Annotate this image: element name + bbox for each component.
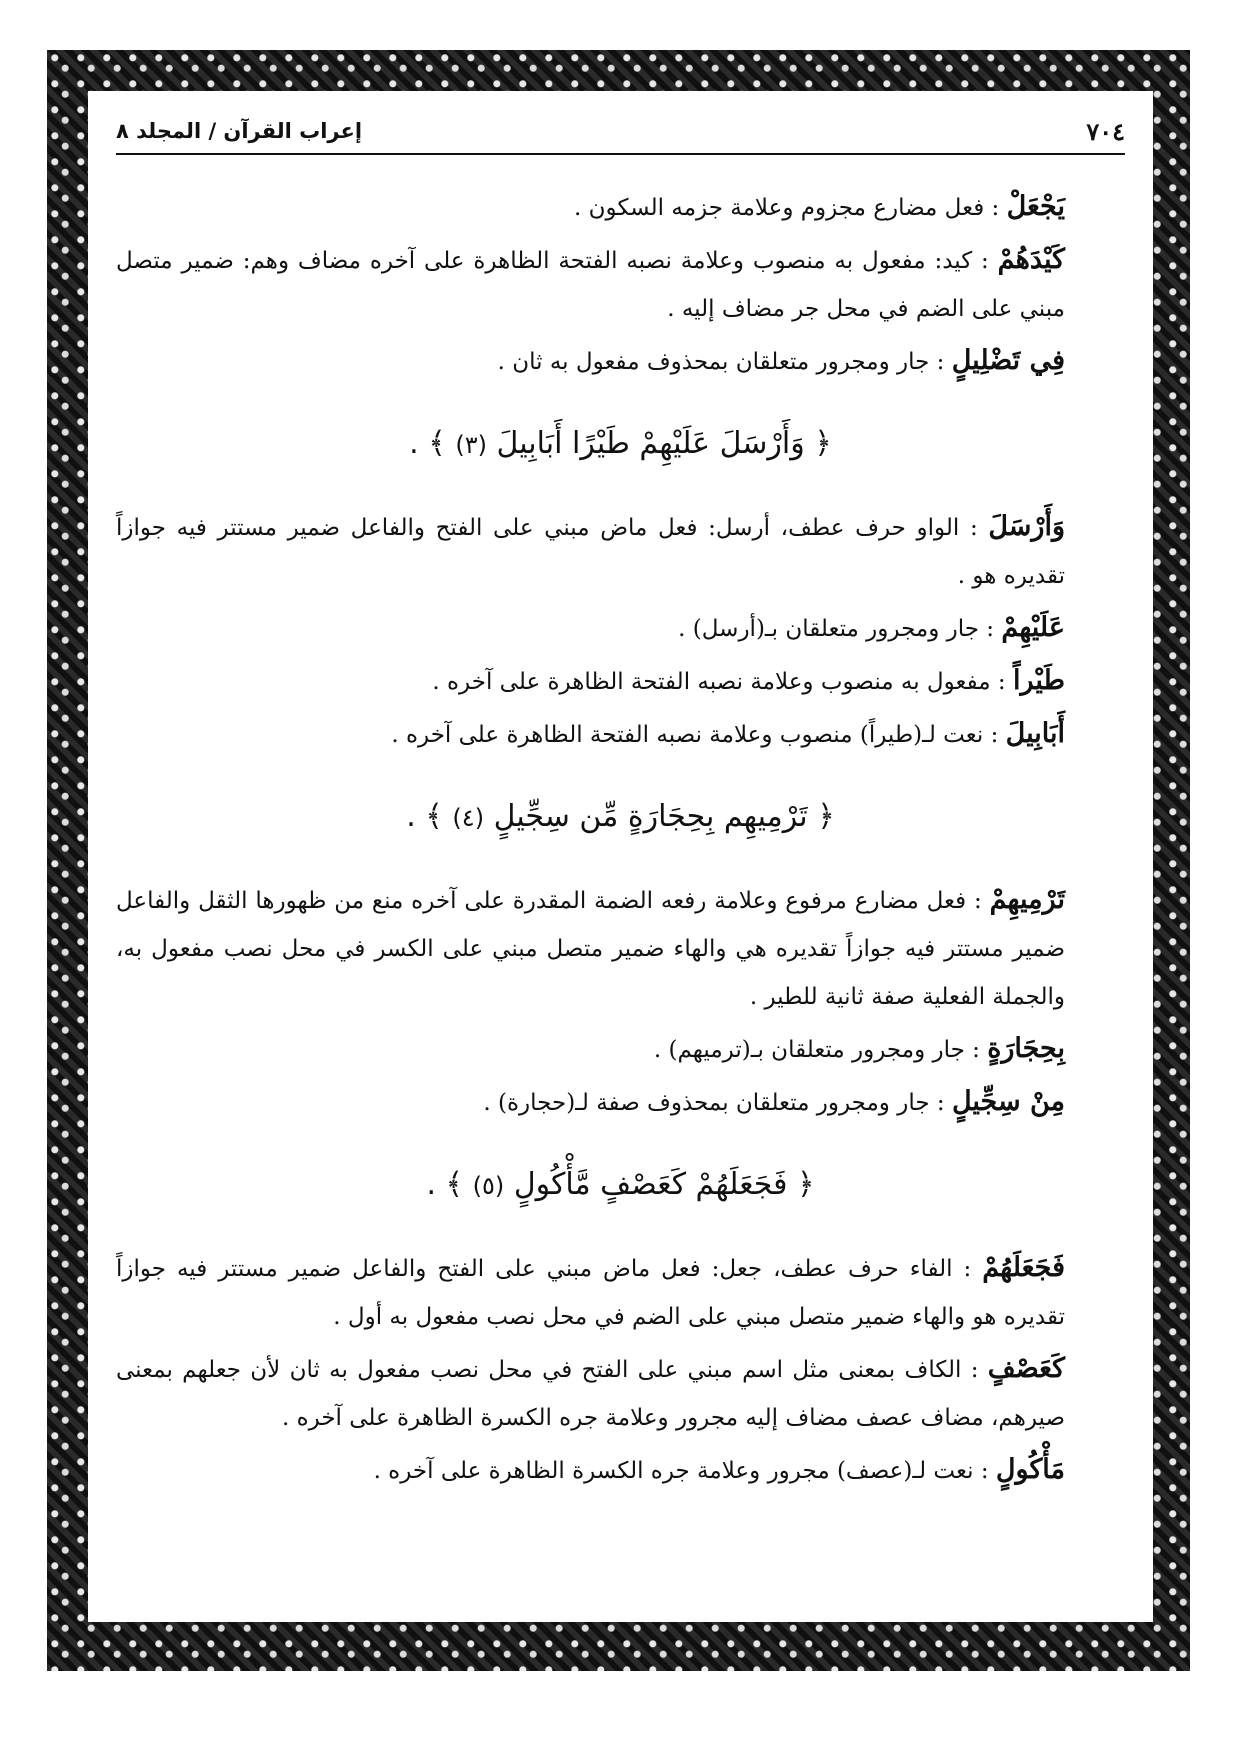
- entry-text: : فعل مضارع مجزوم وعلامة جزمه السكون .: [574, 195, 1000, 221]
- verse-close-bracket: ﴾ .: [406, 799, 443, 834]
- entry-term: أَبَابِيلَ: [1005, 718, 1065, 749]
- entry-text: : مفعول به منصوب وعلامة نصبه الفتحة الظاهرة على آخره .: [432, 669, 1006, 695]
- ayah-number: (٣): [455, 431, 487, 459]
- verse-close-bracket: ﴾ .: [426, 1167, 464, 1202]
- entry: [116, 1345, 1125, 1442]
- ayah-number: (٤): [452, 804, 485, 832]
- entry: [116, 183, 1125, 232]
- entry-text: : كيد: مفعول به منصوب وعلامة نصبه الفتحة الظاهرة على آخره مضاف وهم: ضمير متصل مبني على الضم في محل جر مضاف إليه .: [116, 248, 1065, 322]
- entry-text: : نعت لـ(طيراً) منصوب وعلامة نصبه الفتحة الظاهرة على آخره .: [391, 722, 999, 748]
- entry-text: : جار ومجرور متعلقان بمحذوف صفة لـ(حجارة) .: [483, 1090, 945, 1116]
- entry: [116, 1244, 1125, 1341]
- entry: [116, 604, 1125, 653]
- verse-open-bracket: ﴿: [814, 426, 832, 461]
- quran-verse: [116, 420, 1125, 469]
- entry: [116, 1446, 1125, 1495]
- verse-text: تَرْمِيهِم بِحِجَارَةٍ مِّن سِجِّيلٍ: [493, 799, 808, 834]
- quran-verse: [116, 1161, 1125, 1210]
- entry: [116, 337, 1125, 386]
- entry-text: : الواو حرف عطف، أرسل: فعل ماض مبني على الفتح والفاعل ضمير مستتر فيه جوازاً تقديره هو .: [116, 515, 1065, 589]
- entry-text: : جار ومجرور متعلقان بـ(أرسل) .: [678, 616, 995, 642]
- entry-term: كَيْدَهُمْ: [997, 244, 1065, 275]
- book-title: إعراب القرآن / المجلد ٨: [116, 119, 363, 143]
- verse-close-bracket: ﴾ .: [409, 426, 446, 461]
- entry-text: : فعل مضارع مرفوع وعلامة رفعه الضمة المقدرة على آخره منع من ظهورها الثقل والفاعل ضمير مستتر فيه جوازاً تقديره هي والهاء ضمير متصل مبني على الكسر في محل نصب مفعول به، والجملة الفعلية صفة ثانية للطير .: [116, 888, 1065, 1010]
- entry-text: : نعت لـ(عصف) مجرور وعلامة جره الكسرة الظاهرة على آخره .: [373, 1458, 989, 1484]
- entry-term: مِنْ سِجِّيلٍ: [951, 1086, 1065, 1117]
- entry: [116, 710, 1125, 759]
- entry-term: فِي تَضْلِيلٍ: [951, 345, 1065, 376]
- entry-term: مَأْكُولٍ: [995, 1454, 1065, 1485]
- entry-term: وَأَرْسَلَ: [988, 511, 1065, 542]
- entry: [116, 1078, 1125, 1127]
- page: [88, 91, 1153, 1622]
- page-content: [116, 183, 1125, 1499]
- entry-term: بِحِجَارَةٍ: [987, 1033, 1065, 1064]
- verse-open-bracket: ﴿: [817, 799, 835, 834]
- entry-term: كَعَصْفٍ: [987, 1353, 1065, 1384]
- verse-open-bracket: ﴿: [796, 1167, 815, 1202]
- entry: [116, 1025, 1125, 1074]
- entry-term: عَلَيْهِمْ: [1001, 612, 1065, 643]
- verse-text: وَأَرْسَلَ عَلَيْهِمْ طَيْرًا أَبَابِيلَ: [496, 426, 805, 461]
- entry-term: يَجْعَلْ: [1006, 191, 1065, 222]
- entry-text: : الكاف بمعنى مثل اسم مبني على الفتح في محل نصب مفعول به ثان لأن جعلهم بمعنى صيرهم، مضاف عصف مضاف إليه مجرور وعلامة جره الكسرة الظاهرة على آخره .: [116, 1357, 1065, 1431]
- entry: [116, 657, 1125, 706]
- entry-text: : جار ومجرور متعلقان بمحذوف مفعول به ثان .: [497, 349, 945, 375]
- page-number: ٧٠٤: [1086, 117, 1125, 146]
- entry-text: : الفاء حرف عطف، جعل: فعل ماض مبني على الفتح والفاعل ضمير مستتر فيه جوازاً تقديره هو والهاء ضمير متصل مبني على الضم في محل نصب مفعول به أول .: [116, 1256, 1065, 1330]
- entry-term: تَرْمِيهِمْ: [989, 884, 1065, 915]
- verse-text: فَجَعَلَهُمْ كَعَصْفٍ مَّأْكُولٍ: [513, 1167, 788, 1202]
- entry-term: طَيْراً: [1012, 665, 1065, 696]
- ayah-number: (٥): [472, 1172, 505, 1200]
- quran-verse: [116, 793, 1125, 842]
- page-header: [116, 113, 1125, 155]
- entry-text: : جار ومجرور متعلقان بـ(ترميهم) .: [653, 1037, 980, 1063]
- entry: [116, 236, 1125, 333]
- entry: [116, 503, 1125, 600]
- entry: [116, 876, 1125, 1021]
- entry-term: فَجَعَلَهُمْ: [982, 1252, 1066, 1283]
